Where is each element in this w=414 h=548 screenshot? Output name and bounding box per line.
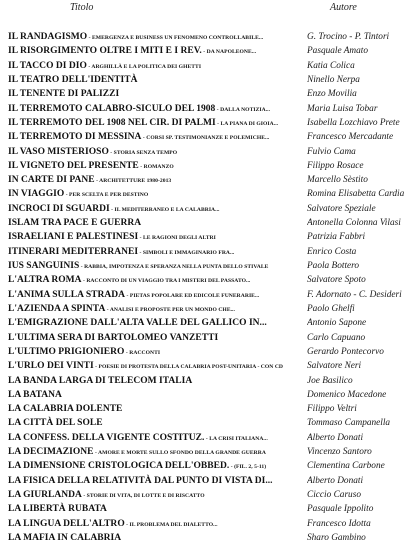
book-title: L'EMIGRAZIONE DALL'ALTA VALLE DEL GALLICO IN...	[8, 318, 267, 329]
book-title: IL TENENTE DI PALIZZI	[8, 89, 120, 100]
book-author: G. Trocino - P. Tintori	[307, 32, 390, 42]
book-author: Antonio Sapone	[307, 318, 367, 329]
list-item	[8, 400, 410, 414]
book-title: IL TERREMOTO DI MESSINA	[8, 132, 142, 143]
book-author: Clementina Carbone	[307, 461, 385, 472]
book-subtitle: - ARGHILLÀ E LA POLITICA DEI GHETTI	[86, 63, 202, 70]
list-item	[8, 271, 410, 285]
book-author: Filippo Rosace	[307, 160, 364, 171]
book-title: IN VIAGGIO	[8, 189, 65, 200]
book-author: Francesco Idotta	[307, 518, 371, 529]
book-author: Alberto Donati	[307, 475, 364, 486]
list-item	[8, 500, 410, 514]
book-author: Enrico Costa	[307, 246, 357, 257]
list-item	[8, 171, 410, 185]
book-title: ISLAM TRA PACE E GUERRA	[8, 218, 142, 229]
book-author: Romina Elisabetta Cardia	[307, 189, 405, 200]
list-item	[8, 85, 410, 99]
book-title-cell	[8, 243, 307, 257]
book-title-cell	[8, 171, 307, 185]
book-title-cell	[8, 414, 307, 428]
book-subtitle: - ARCHITETTURE 1980-2013	[94, 178, 172, 185]
book-subtitle: - PIETAS POPOLARE ED EDICOLE FUNERARIE...	[125, 292, 260, 299]
list-item	[8, 228, 410, 242]
book-title-cell	[8, 257, 307, 271]
book-author: Carlo Capuano	[307, 332, 366, 343]
book-subtitle: - (FIL. 2, 5-11)	[229, 464, 267, 471]
book-title-cell	[8, 157, 307, 171]
book-author: Isabella Lozchiavo Prete	[307, 117, 400, 128]
list-item	[8, 529, 410, 543]
book-title-cell	[8, 515, 307, 529]
book-subtitle: - DA NAPOLEONE...	[201, 49, 257, 56]
book-title: LA LIBERTÀ RUBATA	[8, 504, 107, 515]
book-title: LA FISICA DELLA RELATIVITÀ DAL PUNTO DI VISTA DI...	[8, 475, 273, 486]
book-title-cell	[8, 286, 307, 300]
book-title: IL RANDAGISMO	[8, 32, 88, 42]
book-author: Antonella Colonna Vilasi	[307, 218, 401, 229]
book-author: Salvatore Spoto	[307, 275, 366, 286]
book-author: Katia Colica	[307, 60, 355, 71]
book-subtitle: - RABBIA, IMPOTENZA E SPERANZA NELLA PUNTA DELLO STIVALE	[79, 264, 269, 270]
book-list	[8, 28, 410, 543]
book-subtitle: - SIMBOLI E IMMAGINARIO FRA...	[138, 249, 235, 256]
book-title: LA DIMENSIONE CRISTOLOGICA DELL'OBBED.	[8, 461, 230, 472]
book-subtitle: - IL MEDITERRANEO E LA CALABRIA...	[109, 206, 220, 213]
book-author: Pasquale Amato	[307, 46, 369, 57]
list-item	[8, 28, 410, 42]
book-author: Francesco Mercadante	[307, 132, 394, 143]
list-item	[8, 128, 410, 142]
book-title: LA CALABRIA DOLENTE	[8, 404, 123, 415]
book-title-cell	[8, 357, 307, 371]
list-item	[8, 157, 410, 171]
book-title: ISRAELIANI E PALESTINESI	[8, 232, 139, 243]
book-subtitle: - AMORE E MORTE SULLO SFONDO DELLA GRANDE GUERRA	[93, 450, 266, 457]
list-item	[8, 257, 410, 271]
book-title: IN CARTE DI PANE	[8, 175, 95, 186]
book-title: LA BANDA LARGA DI TELECOM ITALIA	[8, 375, 193, 386]
book-author: Marcello Sèstito	[307, 175, 368, 186]
list-item	[8, 343, 410, 357]
book-title: INCROCI DI SGUARDI	[8, 203, 110, 214]
list-item	[8, 42, 410, 56]
book-author: Alberto Donati	[307, 432, 364, 443]
book-title: L'ALTRA ROMA	[8, 275, 82, 286]
column-header-title: Titolo	[70, 2, 94, 13]
book-title-cell	[8, 214, 307, 228]
book-author: Vincenzo Santoro	[307, 447, 372, 458]
book-title-cell	[8, 85, 307, 99]
book-author: Enzo Movilia	[307, 89, 357, 100]
book-title-cell	[8, 386, 307, 400]
book-title-cell	[8, 529, 307, 543]
book-title: IL VIGNETO DEL PRESENTE	[8, 160, 139, 171]
list-item	[8, 386, 410, 400]
book-title-cell	[8, 372, 307, 386]
book-subtitle: - PER SCELTA E PER DESTINO	[64, 192, 149, 199]
book-title-cell	[8, 500, 307, 514]
book-title: L'ULTIMO PRIGIONIERO	[8, 346, 125, 357]
book-subtitle: - ANALISI E PROPOSTE PER UN MONDO CHE...	[105, 306, 235, 313]
book-subtitle: - ROMANZO	[138, 163, 174, 170]
list-item	[8, 71, 410, 85]
book-author: Ninello Nerpa	[307, 74, 360, 85]
book-author: Maria Luisa Tobar	[307, 103, 378, 114]
list-item	[8, 114, 410, 128]
book-subtitle: - RACCONTI	[124, 349, 161, 356]
book-subtitle: - DALLA NOTIZIA...	[215, 106, 271, 113]
book-author: Patrizia Fabbri	[307, 232, 366, 243]
book-author: Domenico Macedone	[307, 389, 387, 400]
book-author: F. Adornato - C. Desideri	[307, 289, 402, 300]
list-item	[8, 214, 410, 228]
book-title-cell	[8, 185, 307, 199]
book-title: L'ULTIMA SERA DI BARTOLOMEO VANZETTI	[8, 332, 219, 343]
list-item	[8, 143, 410, 157]
list-item	[8, 200, 410, 214]
book-subtitle: - IL PROBLEMA DEL DIALETTO...	[124, 521, 218, 528]
book-title-cell	[8, 228, 307, 242]
book-author: Paolo Ghelfi	[307, 303, 355, 314]
book-author: Fulvio Cama	[307, 146, 356, 157]
book-title: LA LINGUA DELL'ALTRO	[8, 518, 125, 529]
list-item	[8, 515, 410, 529]
book-title-cell	[8, 57, 307, 71]
book-title: LA CONFESS. DELLA VIGENTE COSTITUZ.	[8, 432, 205, 443]
list-item	[8, 443, 410, 457]
list-item	[8, 457, 410, 471]
list-item	[8, 57, 410, 71]
book-subtitle: - LA CRISI ITALIANA...	[204, 435, 268, 442]
list-item	[8, 372, 410, 386]
book-author: Salvatore Neri	[307, 361, 362, 372]
book-author: Filippo Veltri	[307, 404, 357, 415]
book-subtitle: - LE RAGIONI DEGLI ALTRI	[138, 235, 216, 242]
book-author: Sharo Gambino	[307, 532, 366, 543]
list-item	[8, 286, 410, 300]
book-title: LA MAFIA IN CALABRIA	[8, 532, 122, 543]
book-title-cell	[8, 42, 307, 56]
book-subtitle: - LA PIANA DI GIOIA...	[215, 120, 279, 127]
book-title-cell	[8, 400, 307, 414]
book-title-cell	[8, 114, 307, 128]
book-title-cell	[8, 472, 307, 486]
book-title: IL TERREMOTO CALABRO-SICULO DEL 1908	[8, 103, 216, 114]
list-item	[8, 100, 410, 114]
list-item	[8, 414, 410, 428]
book-title: IL TERREMOTO DEL 1908 NEL CIR. DI PALMI	[8, 117, 216, 128]
book-title: ITINERARI MEDITERRANEI	[8, 246, 139, 257]
list-item	[8, 357, 410, 371]
book-author: Paola Bottero	[307, 261, 360, 271]
book-subtitle: - EMERGENZA E BUSINESS UN FENOMENO CONTROLLABILE...	[87, 35, 264, 41]
book-title: IL TACCO DI DIO	[8, 60, 87, 71]
book-author: Gerardo Pontecorvo	[307, 346, 384, 357]
column-header-author: Autore	[330, 2, 357, 13]
book-title-cell	[8, 28, 307, 42]
book-title-cell	[8, 457, 307, 471]
book-title: L'URLO DEI VINTI	[8, 361, 94, 372]
book-title-cell	[8, 486, 307, 500]
list-item	[8, 185, 410, 199]
book-title: IL VASO MISTERIOSO	[8, 146, 109, 157]
book-title-cell	[8, 329, 307, 343]
book-title: IUS SANGUINIS	[8, 261, 80, 271]
list-item	[8, 486, 410, 500]
book-subtitle: - STORIA SENZA TEMPO	[108, 149, 178, 156]
book-title: LA DECIMAZIONE	[8, 447, 94, 458]
book-title: LA CITTÀ DEL SOLE	[8, 418, 103, 429]
book-title-cell	[8, 128, 307, 142]
list-item	[8, 314, 410, 328]
list-item	[8, 243, 410, 257]
book-title: IL RISORGIMENTO OLTRE I MITI E I REV.	[8, 46, 202, 57]
book-title-cell	[8, 343, 307, 357]
book-subtitle: - POESIE DI PROTESTA DELLA CALABRIA POST-UNITARIA - CON CD	[93, 364, 284, 371]
book-title-cell	[8, 143, 307, 157]
book-title-cell	[8, 300, 307, 314]
book-subtitle: - RACCONTO DI UN VIAGGIO TRA I MISTERI DEL PASSATO...	[81, 278, 251, 285]
book-title: IL TEATRO DELL'IDENTITÀ	[8, 74, 138, 85]
book-author: Joe Basilico	[307, 375, 353, 386]
book-title-cell	[8, 271, 307, 285]
book-title: LA BATANA	[8, 389, 62, 400]
book-author: Ciccio Caruso	[307, 490, 361, 500]
list-item	[8, 300, 410, 314]
book-author: Tommaso Campanella	[307, 418, 391, 429]
book-subtitle: - STORIE DI VITA, DI LOTTE E DI RISCATTO	[81, 493, 205, 499]
book-subtitle: - CORSI SP. TESTIMONIANZE E POLEMICHE...	[141, 135, 270, 142]
book-author: Salvatore Speziale	[307, 203, 376, 214]
book-title-cell	[8, 100, 307, 114]
book-title-cell	[8, 200, 307, 214]
book-title-cell	[8, 71, 307, 85]
book-title: LA GIURLANDA	[8, 490, 82, 500]
book-author: Pasquale Ippolito	[307, 504, 374, 515]
book-title-cell	[8, 443, 307, 457]
book-title-cell	[8, 314, 307, 328]
list-item	[8, 329, 410, 343]
book-title: L'ANIMA SULLA STRADA	[8, 289, 126, 300]
list-item	[8, 472, 410, 486]
book-title: L'AZIENDA A SPINTA	[8, 303, 106, 314]
list-item	[8, 429, 410, 443]
book-title-cell	[8, 429, 307, 443]
